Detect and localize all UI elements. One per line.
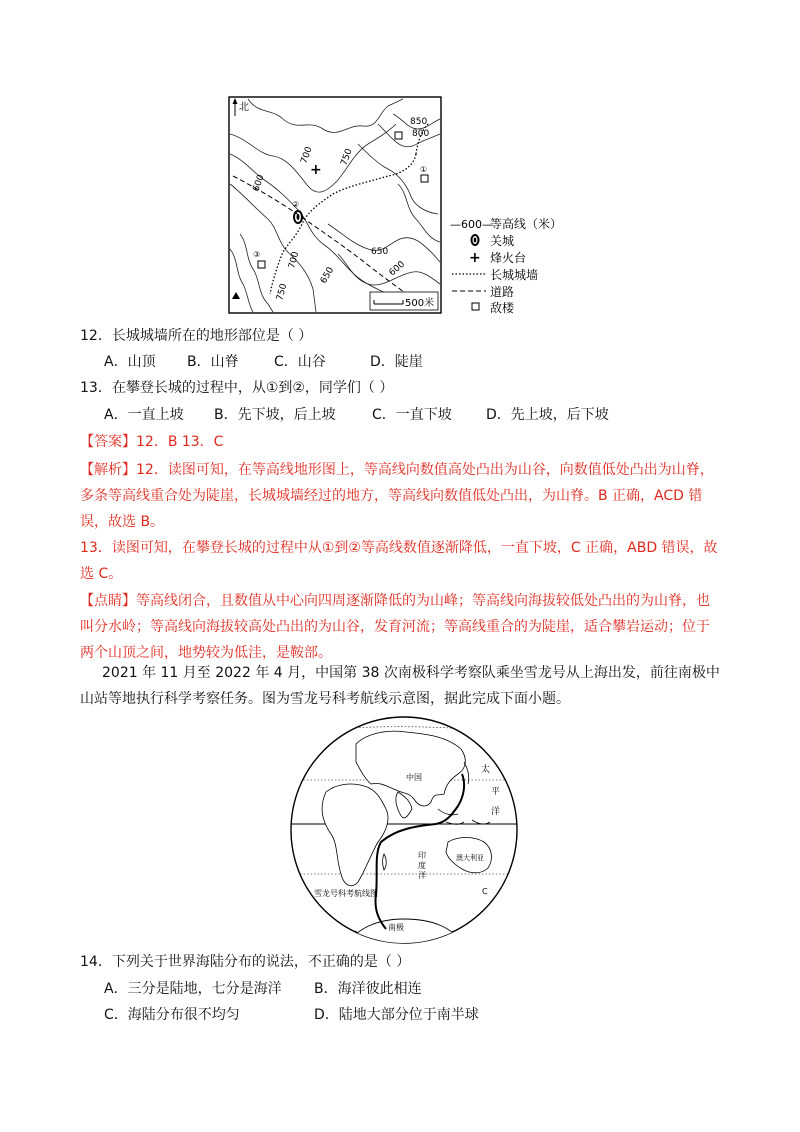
contour-label: 650: [371, 247, 389, 257]
question-12-option-c[interactable]: C．山谷: [274, 354, 326, 370]
watchtower-icon: [421, 175, 428, 182]
legend-watchtower-icon: [472, 303, 479, 310]
label-indian-ocean: 印: [418, 851, 426, 860]
legend-label: 等高线（米）: [490, 217, 558, 231]
contour-label: 650: [318, 265, 337, 286]
question-14-option-b[interactable]: B．海洋彼此相连: [314, 981, 422, 997]
point-label: ②: [292, 200, 300, 209]
question-12-stem: 12．长城城墙所在的地形部位是（ ）: [80, 328, 313, 344]
legend-symbol-contour: —600—: [450, 218, 493, 231]
legend-beacon-icon: +: [469, 250, 481, 266]
question-12-option-a[interactable]: A．山顶: [104, 354, 156, 370]
question-12-option-d[interactable]: D．陡崖: [370, 354, 423, 370]
watchtower-icon: [258, 261, 265, 268]
question-12-option-b[interactable]: B．山脊: [187, 354, 239, 370]
contour-label: 600: [251, 173, 267, 194]
scale-label: 500米: [405, 298, 435, 309]
question-14-option-c[interactable]: C．海陆分布很不均匀: [104, 1007, 240, 1023]
analysis-paragraph-1: 【解析】12．读图可知，在等高线地形图上，等高线向数值高处凸出为山谷，向数值低处凸出为山脊，多条等高线重合处为陡崖，长城城墙经过的地方，等高线向数值低处凸出，为山脊。B 正确，ACD 错误，故选 B。: [80, 462, 714, 530]
tip-paragraph: 【点睛】等高线闭合，且数值从中心向四周逐渐降低的为山峰；等高线向海拔较低处凸出的为山脊，也叫分水岭；等高线向海拔较高处凸出的为山谷，发育河流；等高线重合的为陡崖，适合攀岩运动；位于两个山顶之间，地势较为低洼，是鞍部。: [80, 593, 710, 661]
answer-line: 【答案】12．B 13．C: [80, 434, 224, 450]
globe-caption: 雪龙号科考航线图: [314, 889, 378, 898]
legend-label: 烽火台: [490, 251, 527, 265]
question-13-option-d[interactable]: D．先上坡，后下坡: [486, 407, 609, 423]
legend-label: 道路: [490, 285, 515, 299]
point-label: ①: [420, 165, 428, 174]
map-frame: [229, 97, 441, 313]
label-pacific: 太: [481, 765, 491, 775]
question-13-option-b[interactable]: B．先下坡，后上坡: [214, 407, 336, 423]
contour-label: 600: [387, 259, 408, 279]
legend-label: 敌楼: [490, 301, 515, 315]
watchtower-icon: [395, 132, 402, 139]
label-australia: 澳大利亚: [456, 854, 484, 862]
legend-label: 关城: [490, 234, 515, 248]
contour-map-figure: [228, 94, 558, 316]
label-china: 中国: [406, 773, 422, 782]
label-indian-ocean: 度: [418, 861, 426, 870]
question-14-option-d[interactable]: D．陆地大部分位于南半球: [314, 1007, 479, 1023]
legend-label: 长城城墙: [490, 268, 539, 282]
label-indian-ocean: 洋: [418, 871, 426, 880]
contour-label: 750: [275, 282, 290, 302]
label-c: C: [482, 887, 488, 896]
contour-label: 700: [299, 145, 315, 166]
question-13-option-a[interactable]: A．一直上坡: [104, 407, 184, 423]
contour-label: 750: [339, 147, 355, 168]
contour-label: 700: [287, 250, 302, 270]
contour-label: 800: [412, 129, 430, 139]
contour-map: [228, 94, 558, 316]
question-13-stem: 13．在攀登长城的过程中，从①到②，同学们（ ）: [80, 380, 394, 396]
globe-figure: [286, 714, 522, 946]
analysis-paragraph-2: 13．读图可知，在攀登长城的过程中从①到②等高线数值逐渐降低，一直下坡，C 正确，ABD 错误，故选 C。: [80, 540, 718, 582]
beacon-tower-icon: +: [310, 162, 322, 178]
question-13-option-c[interactable]: C．一直下坡: [372, 407, 452, 423]
north-label: 北: [239, 102, 249, 113]
intro-paragraph: 2021 年 11 月至 2022 年 4 月，中国第 38 次南极科学考察队乘坐雪龙号从上海出发，前往南极中山站等地执行科学考察任务。图为雪龙号科考航线示意图，据此完成下面小题。: [80, 665, 720, 707]
label-pacific: 洋: [491, 807, 501, 817]
contour-label: 850: [410, 117, 428, 127]
globe-map: [286, 714, 522, 946]
question-14-option-a[interactable]: A．三分是陆地，七分是海洋: [104, 981, 282, 997]
point-label: ③: [253, 250, 261, 259]
question-14-stem: 14．下列关于世界海陆分布的说法，不正确的是（ ）: [80, 954, 411, 970]
pass-icon-inner: [297, 214, 300, 220]
label-pacific: 平: [491, 787, 501, 797]
label-antarctica: 南极: [388, 923, 404, 932]
